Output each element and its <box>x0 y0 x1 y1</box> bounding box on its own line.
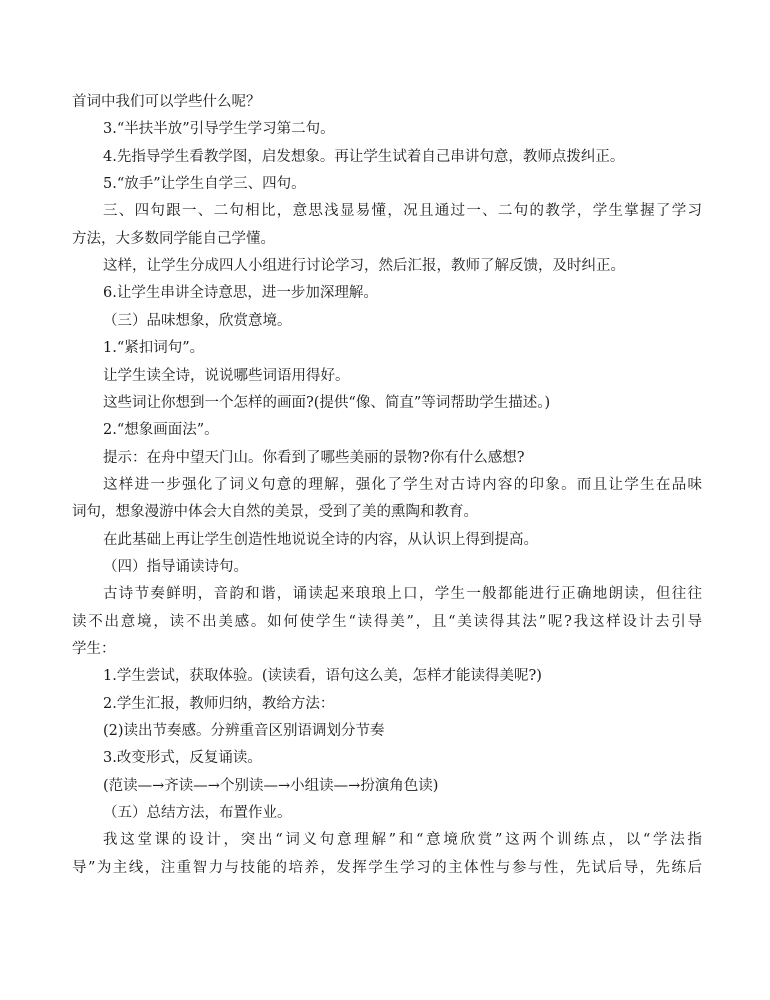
text-line: 古诗节奏鲜明，音韵和谐，诵读起来琅琅上口，学生一般都能进行正确地朗读，但往往 <box>103 586 702 603</box>
text-line: 1.学生尝试，获取体验。(读读看，语句这么美，怎样才能读得美呢?) <box>103 668 542 685</box>
text-line: 2.“想象画面法”。 <box>103 422 219 439</box>
text-line: 三、四句跟一、二句相比，意思浅显易懂，况且通过一、二句的教学，学生掌握了学习 <box>103 203 702 220</box>
text-line: 读不出意境，读不出美感。如何使学生“读得美”，且“美读得其法”呢?我这样设计去引导 <box>72 613 702 630</box>
text-line: 提示：在舟中望天门山。你看到了哪些美丽的景物?你有什么感想? <box>103 449 525 466</box>
text-line: 这样，让学生分成四人小组进行讨论学习，然后汇报，教师了解反馈，及时纠正。 <box>103 258 625 275</box>
text-line: 3.改变形式，反复诵读。 <box>103 750 262 767</box>
text-line: 4.先指导学生看教学图，启发想象。再让学生试着自己串讲句意，教师点拨纠正。 <box>103 148 625 165</box>
text-line: （四）指导诵读诗句。 <box>103 558 248 575</box>
text-line: 我这堂课的设计，突出“词义句意理解”和“意境欣赏”这两个训练点，以“学法指 <box>103 832 702 849</box>
text-line: 让学生读全诗，说说哪些词语用得好。 <box>103 367 350 384</box>
text-line: （三）品味想象，欣赏意境。 <box>103 312 292 329</box>
text-line: 3.“半扶半放”引导学生学习第二句。 <box>103 121 335 138</box>
text-line: 在此基础上再让学生创造性地说说全诗的内容，从认识上得到提高。 <box>103 531 538 548</box>
text-line: 2.学生汇报，教师归纳，教给方法： <box>103 695 335 712</box>
text-line: 5.“放手”让学生自学三、四句。 <box>103 176 306 193</box>
text-line: 词句，想象漫游中体会大自然的美景，受到了美的熏陶和教育。 <box>72 504 478 521</box>
text-line: 学生： <box>72 641 116 657</box>
text-line: 这些词让你想到一个怎样的画面?(提供“像、简直”等词帮助学生描述。) <box>103 394 551 411</box>
text-line: (范读—→齐读—→个别读—→小组读—→扮演角色读) <box>103 777 439 794</box>
text-line: 1.“紧扣词句”。 <box>103 340 205 357</box>
text-line: 方法，大多数同学能自己学懂。 <box>72 230 275 247</box>
text-line: 这样进一步强化了词义句意的理解，强化了学生对古诗内容的印象。而且让学生在品味 <box>103 476 702 493</box>
text-line: 导”为主线，注重智力与技能的培养，发挥学生学习的主体性与参与性，先试后导，先练后 <box>72 859 702 876</box>
text-line: (2)读出节奏感。分辨重音区别语调划分节奏 <box>103 723 385 740</box>
text-line: （五）总结方法，布置作业。 <box>103 805 292 822</box>
text-line: 6.让学生串讲全诗意思，进一步加深理解。 <box>103 285 378 302</box>
text-line: 首词中我们可以学些什么呢？ <box>72 94 261 110</box>
